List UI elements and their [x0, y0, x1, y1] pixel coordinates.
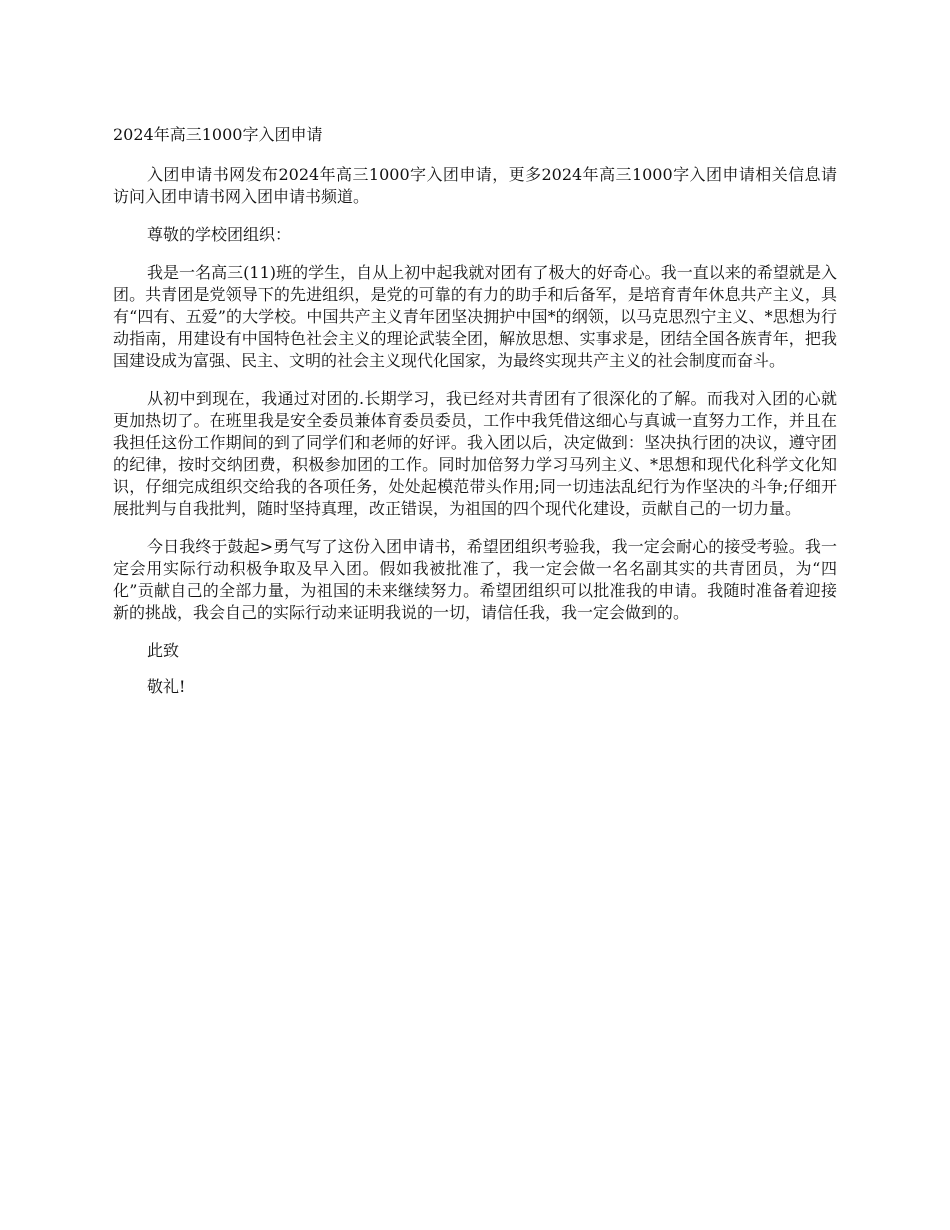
document-page — [113, 124, 837, 712]
salutation: 尊敬的学校团组织： — [147, 225, 292, 244]
closing-line-1: 此致 — [147, 641, 180, 660]
body-paragraph-2: 从初中到现在，我通过对团的.长期学习，我已经对共青团有了很深化的了解。而我对入团的心就更加热切了。在班里我是安全委员兼体育委员委员，工作中我凭借这细心与真诚一直努力工作，并且在我担任这份工作期间的到了同学们和老师的好评。我入团以后，决定做到：坚决执行团的决议，遵守团的纪律，按时交纳团费，积极参加团的工作。同时加倍努力学习马列主义、*思想和现代化科学文化知识，仔细完成组织交给我的各项任务，处处起模范带头作用;同一切违法乱纪行为作坚决的斗争;仔细开展批判与自我批判，随时坚持真理，改正错误，为祖国的四个现代化建设，贡献自己的一切力量。 — [113, 389, 837, 518]
body-paragraph-1: 我是一名高三(11)班的学生，自从上初中起我就对团有了极大的好奇心。我一直以来的希望就是入团。共青团是党领导下的先进组织，是党的可靠的有力的助手和后备军，是培育青年休息共产主义，具有“四有、五爱”的大学校。中国共产主义青年团坚决拥护中国*的纲领，以马克思烈宁主义、*思想为行动指南，用建设有中国特色社会主义的理论武装全团，解放思想、实事求是，团结全国各族青年，把我国建设成为富强、民主、文明的社会主义现代化国家，为最终实现共产主义的社会制度而奋斗。 — [113, 263, 837, 370]
body-paragraph-3: 今日我终于鼓起>勇气写了这份入团申请书，希望团组织考验我，我一定会耐心的接受考验。我一定会用实际行动积极争取及早入团。假如我被批准了，我一定会做一名名副其实的共青团员，为“四化”贡献自己的全部力量，为祖国的未来继续努力。希望团组织可以批准我的申请。我随时准备着迎接新的挑战，我会自己的实际行动来证明我说的一切，请信任我，我一定会做到的。 — [113, 537, 837, 622]
intro-paragraph: 入团申请书网发布2024年高三1000字入团申请，更多2024年高三1000字入团申请相关信息请访问入团申请书网入团申请书频道。 — [113, 165, 837, 206]
document-title: 2024年高三1000字入团申请 — [113, 125, 323, 144]
closing-line-2: 敬礼! — [147, 677, 186, 696]
